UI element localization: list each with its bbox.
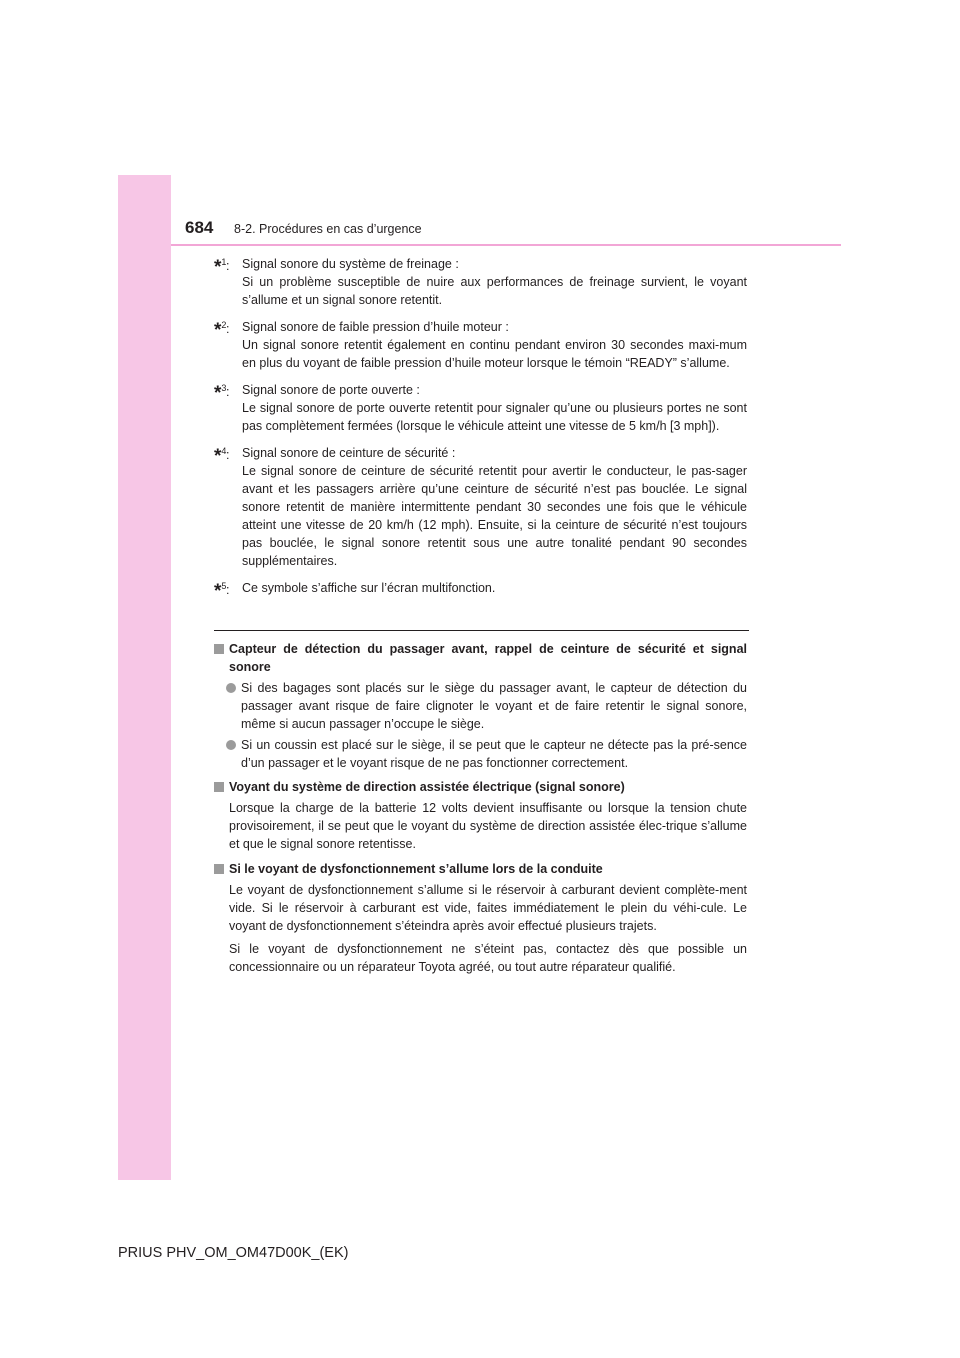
footnote: *$^3$ : Signal sonore de porte ouverte : Le signal sonore de porte ouverte retentit pour signaler qu’une ou plusieurs portes ne sont pas complètement fermées (lorsque le véhicule atteint une vitesse de 5 km/h [3 mph]).: [214, 381, 747, 435]
section-title: 8-2. Procédures en cas d’urgence: [234, 222, 422, 236]
footnote-title: Signal sonore de ceinture de sécurité :: [242, 446, 456, 460]
square-bullet-icon: [214, 864, 224, 874]
paragraph: Le voyant de dysfonctionnement s’allume si le réservoir à carburant devient complète-ment vide. Si le réservoir à carburant est vide, faites immédiatement le plein du véhi-cule. Le voyant de dysfonctionnement s’éteindra après avoir effectué plusieurs trajets.: [229, 883, 747, 933]
footnote-marker: *$^1$: [214, 257, 227, 278]
chapter-sidebar-tab: [118, 175, 171, 1180]
footnote-body: Le signal sonore de porte ouverte retentit pour signaler qu’une ou plusieurs portes ne sont pas complètement fermées (lorsque le véhicule atteint une vitesse de 5 km/h [3 mph]).: [242, 401, 747, 433]
header-rule: [171, 244, 841, 246]
footnote-marker: *$^5$: [214, 581, 227, 602]
main-content: [214, 640, 747, 981]
section-heading: Voyant du système de direction assistée électrique (signal sonore): [214, 778, 747, 796]
paragraph: Si le voyant de dysfonctionnement ne s’éteint pas, contactez dès que possible un concessionnaire ou un réparateur Toyota agréé, ou tout autre réparateur qualifié.: [229, 942, 747, 974]
footnote-title: Ce symbole s’affiche sur l’écran multifonction.: [242, 581, 496, 595]
circle-bullet-icon: [226, 683, 236, 693]
footnote-marker: *$^2$: [214, 320, 227, 341]
paragraph: Lorsque la charge de la batterie 12 volts devient insuffisante ou lorsque la tension chute provisoirement, il se peut que le voyant du système de direction assistée élec-trique s’allume et que le signal sonore retentisse.: [229, 801, 747, 851]
section-heading: Si le voyant de dysfonctionnement s’allume lors de la conduite: [214, 860, 747, 878]
list-item: Si des bagages sont placés sur le siège du passager avant, le capteur de détection du passager avant risque de faire clignoter le voyant et de faire retentir le signal sonore, même si aucun passager n’occupe le siège.: [214, 679, 747, 733]
page-number: 684: [185, 218, 214, 237]
footnote: *$^1$ : Signal sonore du système de freinage : Si un problème susceptible de nuire aux performances de freinage survient, le voyant s’allume et un signal sonore retentit.: [214, 255, 747, 309]
footnote-title: Signal sonore de faible pression d’huile moteur :: [242, 320, 509, 334]
footnote-body: Le signal sonore de ceinture de sécurité retentit pour avertir le conducteur, le pas-sager avant et les passagers arrière qu’une ceinture de sécurité n’est pas bouclée. Le signal sonore retentit de manière intermittente pendant 30 secondes une fois que le véhicule atteint une vitesse de 20 km/h (12 mph). Ensuite, si la ceinture de sécurité n’est toujours pas bouclée, le signal sonore retentit sous une autre tonalité pendant 90 secondes supplémentaires.: [242, 464, 747, 568]
section-heading: Capteur de détection du passager avant, rappel de ceinture de sécurité et signal sonore: [214, 640, 747, 676]
footnote-marker: *$^3$: [214, 383, 227, 404]
square-bullet-icon: [214, 644, 224, 654]
footnote-body: Un signal sonore retentit également en continu pendant environ 30 secondes maxi-mum en plus du voyant de faible pression d’huile moteur lorsque le témoin “READY” s’allume.: [242, 338, 747, 370]
circle-bullet-icon: [226, 740, 236, 750]
footnote-body: Si un problème susceptible de nuire aux performances de freinage survient, le voyant s’allume et un signal sonore retentit.: [242, 275, 747, 307]
footnote: *$^5$ : Ce symbole s’affiche sur l’écran multifonction.: [214, 579, 747, 597]
footnotes: [214, 255, 747, 606]
footnote-title: Signal sonore du système de freinage :: [242, 257, 459, 271]
section-divider: [214, 630, 749, 631]
square-bullet-icon: [214, 782, 224, 792]
footnote-marker: *$^4$: [214, 446, 227, 467]
footnote: *$^2$ : Signal sonore de faible pression d’huile moteur : Un signal sonore retentit également en continu pendant environ 30 secondes maxi-mum en plus du voyant de faible pression d’huile moteur lorsque le témoin “READY” s’allume.: [214, 318, 747, 372]
footnote: *$^4$ : Signal sonore de ceinture de sécurité : Le signal sonore de ceinture de sécurité retentit pour avertir le conducteur, le pas-sager avant et les passagers arrière qu’une ceinture de sécurité n’est pas bouclée. Le signal sonore retentit de manière intermittente pendant 30 secondes une fois que le véhicule atteint une vitesse de 20 km/h (12 mph). Ensuite, si la ceinture de sécurité n’est toujours pas bouclée, le signal sonore retentit sous une autre tonalité pendant 90 secondes supplémentaires.: [214, 444, 747, 570]
list-item: Si un coussin est placé sur le siège, il se peut que le capteur ne détecte pas la pré-sence d’un passager et le voyant risque de ne pas fonctionner correctement.: [214, 736, 747, 772]
document-code: PRIUS PHV_OM_OM47D00K_(EK): [118, 1245, 349, 1261]
footnote-title: Signal sonore de porte ouverte :: [242, 383, 420, 397]
